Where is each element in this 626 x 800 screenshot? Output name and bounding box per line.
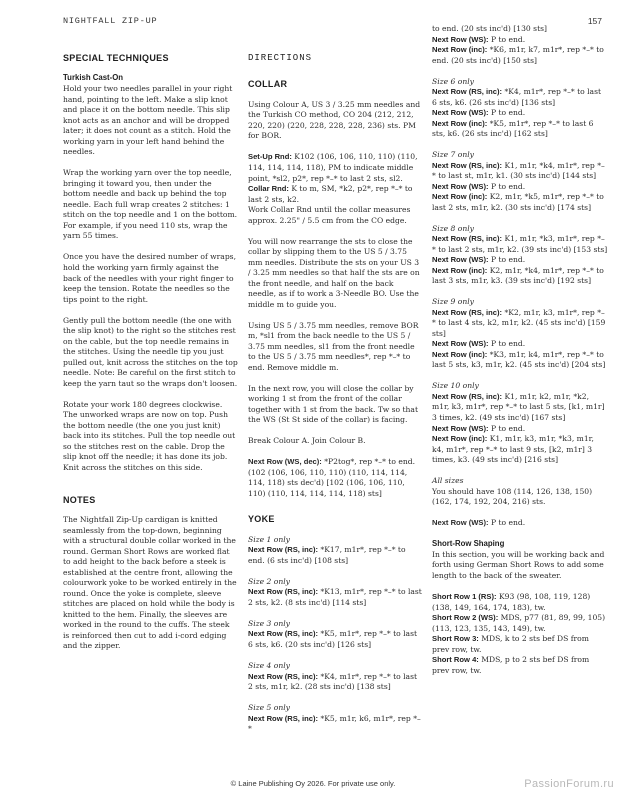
instruction-text: MDS, p to 2 sts bef DS from prev row, tw. — [432, 655, 590, 675]
size-block — [432, 150, 608, 213]
instruction-text: *K3, m1r, k4, m1r*, rep *–* to last 5 sts, k3, m1r, k2. (45 sts inc'd) [204 sts] — [432, 349, 606, 370]
collar-rounds — [248, 152, 422, 226]
running-title: NIGHTFALL ZIP-UP — [63, 16, 158, 26]
paragraph: Gently pull the bottom needle (the one with the slip knot) to the right so the stitches rest on the cable, but the top needle remains in the stitches. Using the needle tip you just pulled out, knit across the stitches on the top needle. Note: Be careful on the first stitch to keep the yarn taut so the wraps don't loosen. — [63, 315, 238, 388]
instruction-text: P to end. — [488, 255, 526, 265]
instruction-text: K102 (106, 106, 110, 110) (110, 114, 114, 114, 118), PM to indicate middle point, *sl2, p2*, rep *–* to last 2 sts, sl2. — [248, 152, 418, 183]
yoke-heading: YOKE — [248, 514, 275, 525]
instruction-label: Next Row (WS): — [432, 423, 489, 433]
size-label: Size 9 only — [432, 297, 474, 307]
instruction-label: Next Row (RS, inc): — [248, 671, 319, 681]
size-block — [432, 24, 608, 66]
watermark: PassionForum.ru — [524, 778, 614, 790]
instruction-text: K2, m1r, *k5, m1r*, rep *–* to last 2 sts, m1r, k2. (30 sts inc'd) [174 sts] — [432, 192, 604, 212]
size-label: All sizes — [432, 476, 464, 486]
size-block — [248, 619, 422, 651]
short-row-shaping-heading: Short-Row Shaping — [432, 539, 505, 549]
instruction-label: Next Row (WS): — [432, 108, 489, 118]
size-label: Size 6 only — [432, 76, 474, 86]
size-block — [432, 224, 608, 287]
instruction-text: K1, m1r, k2, m1r, *k2, m1r, k3, m1r*, rep *–* to last 5 sts, [k1, m1r] 3 times, k2. (49 sts inc'd) [167 sts] — [432, 391, 605, 422]
instruction-label: Next Row (RS, inc): — [432, 160, 503, 170]
instruction-label: Next Row (RS, inc): — [432, 234, 503, 244]
instruction-text: P to end. — [488, 108, 526, 118]
instruction-text: *K6, m1r, k7, m1r*, rep *–* to end. (20 sts inc'd) [150 sts] — [432, 45, 604, 65]
column-directions — [248, 52, 422, 745]
instruction-label: Short Row 1 (RS): — [432, 591, 497, 601]
ws-dec-row — [248, 457, 422, 499]
instruction-label: Next Row (inc): — [432, 434, 488, 444]
instruction-label: Next Row (inc): — [432, 265, 488, 275]
instruction-label: Next Row (WS): — [432, 181, 489, 191]
paragraph: In the next row, you will close the collar by working 1 st from the front of the collar together with 1 st from the back. Tw so that the WS (St St side of the collar) is facing. — [248, 383, 419, 425]
instruction-text: *K4, m1r*, rep *–* to last 6 sts, k6. (26 sts inc'd) [136 sts] — [432, 87, 602, 107]
size-block — [432, 476, 608, 508]
size-label: Size 1 only — [248, 534, 290, 544]
size-block — [248, 703, 422, 735]
instruction-text: P to end. — [488, 34, 526, 44]
paragraph: Wrap the working yarn over the top needle, bringing it toward you, then under the bottom needle and back up behind the top needle. Each full wrap creates 2 stitches: 1 stitch on the top needle and 1 on the bottom. For example, if you need 110 sts, wrap the yarn 55 times. — [63, 168, 238, 241]
instruction-text: *K5, m1r, k6, m1r*, rep *–* — [248, 713, 421, 734]
instruction-text: K93 (98, 108, 119, 128) (138, 149, 164, 174, 183), tw. — [432, 591, 591, 612]
paragraph: Break Colour A. Join Colour B. — [248, 436, 366, 446]
instruction-text: P to end. — [488, 339, 526, 349]
instruction-text: *K2, m1r, k3, m1r*, rep *–* to last 4 sts, k2, m1r, k2. (45 sts inc'd) [159 sts] — [432, 307, 606, 338]
paragraph: You will now rearrange the sts to close the collar by slipping them to the US 5 / 3.75 mm needles. Distribute the sts on your US 3 / 3.25 mm needles so that half the sts are on the front needle, and half on the back needle, as if to work a 3-Needle BO. Use the middle m to guide you. — [248, 236, 420, 309]
instruction-text: MDS, k to 2 sts bef DS from prev row, tw. — [432, 634, 589, 654]
paragraph: In this section, you will be working back and forth using German Short Rows to add some length to the back of the sweater. — [432, 549, 605, 580]
page-number: 157 — [587, 16, 602, 26]
instruction-label: Short Row 2 (WS): — [432, 613, 499, 623]
instruction-label: Next Row (RS, inc): — [432, 307, 503, 317]
size-label: Size 2 only — [248, 576, 290, 586]
size-label: Size 10 only — [432, 381, 479, 391]
instruction-text: to end. (20 sts inc'd) [130 sts] — [432, 24, 547, 33]
instruction-label: Next Row (inc): — [432, 118, 488, 128]
paragraph: Using Colour A, US 3 / 3.25 mm needles and the Turkish CO method, CO 204 (212, 212, 220, 220) (220, 228, 228, 228, 236) sts. PM for BOR. — [248, 99, 421, 141]
size-label: Size 3 only — [248, 618, 290, 628]
size-block — [432, 77, 608, 140]
instruction-text: *K17, m1r*, rep *–* to end. (6 sts inc'd) [108 sts] — [248, 545, 406, 565]
notes-heading: NOTES — [63, 494, 96, 505]
column-yoke-continued — [432, 24, 608, 687]
instruction-text: P to end. — [488, 423, 526, 433]
instruction-text: *K13, m1r*, rep *–* to last 2 sts, k2. (8 sts inc'd) [114 sts] — [248, 587, 422, 607]
instruction-label: Next Row (WS, dec): — [248, 457, 322, 467]
size-block — [432, 297, 608, 371]
instruction-text: You should have 108 (114, 126, 138, 150) (162, 174, 192, 204, 216) sts. — [432, 486, 593, 507]
instruction-label: Collar Rnd: — [248, 184, 289, 194]
instruction-label: Next Row (WS): — [432, 34, 489, 44]
instruction-text: *K5, m1r*, rep *–* to last 6 sts, k6. (20 sts inc'd) [126 sts] — [248, 629, 418, 649]
column-special-techniques — [63, 52, 238, 662]
size-label: Size 5 only — [248, 703, 290, 713]
instruction-label: Next Row (inc): — [432, 45, 488, 55]
size-block — [432, 381, 608, 465]
paragraph: Rotate your work 180 degrees clockwise. The unworked wraps are now on top. Push the bottom needle (the one you just knit) back into its stitches. Pull the top needle out so the stitches rest on the cable. Drop the slip knot off the needle; it has done its job. Knit across the stitches on this side. — [63, 399, 236, 472]
instruction-label: Next Row (WS): — [432, 518, 489, 528]
paragraph: Hold your two needles parallel in your right hand, pointing to the left. Make a slip knot and place it on the bottom needle. This slip knot acts as an anchor and will be dropped later; it does not count as a stitch. Hold the working yarn in your left hand behind the needles. — [63, 84, 233, 157]
instruction-label: Next Row (inc): — [432, 349, 488, 359]
instruction-text: P to end. — [488, 518, 526, 528]
instruction-text: P to end. — [488, 181, 526, 191]
size-label: Size 4 only — [248, 661, 290, 670]
instruction-text: K1, m1r, *k4, m1r*, rep *–* to last st, m1r, k1. (30 sts inc'd) [144 sts] — [432, 160, 605, 181]
size-block — [248, 577, 422, 609]
size-label: Size 8 only — [432, 223, 474, 233]
ws-row — [432, 518, 608, 529]
instruction-text: K1, m1r, k3, m1r, *k3, m1r, k4, m1r*, rep *–* to last 9 sts, [k2, m1r] 3 times, k3. (49 sts inc'd) [216 sts] — [432, 434, 594, 465]
instruction-text: K1, m1r, *k3, m1r*, rep *–* to last 2 sts, m1r, k2. (39 sts inc'd) [153 sts] — [432, 234, 608, 254]
instruction-label: Next Row (RS, inc): — [248, 587, 319, 597]
instruction-text: K2, m1r, *k4, m1r*, rep *–* to last 3 sts, m1r, k3. (39 sts inc'd) [192 sts] — [432, 265, 604, 286]
paragraph: Using US 5 / 3.75 mm needles, remove BOR m, *sl1 from the back needle to the US 5 / 3.75 mm needles, sl1 from the front needle to the US 5 / 3.75 mm needles*, rep *–* to end. Remove middle m. — [248, 320, 419, 372]
turkish-cast-on-heading: Turkish Cast-On — [63, 73, 124, 83]
notes-paragraph: The Nightfall Zip-Up cardigan is knitted seamlessly from the top-down, beginning with a structural double collar worked in the round. German Short Rows are worked flat to add height to the back before a steek is established at the centre front, allowing the colourwork yoke to be worked entirely in the round. Once the yoke is complete, sleeve stitches are placed on hold while the body is knitted to the hem. Finally, the sleeves are worked in the round to the cuffs. The steek is reinforced then cut to add i-cord edging and the zipper. — [63, 515, 237, 651]
copyright-footer: © Laine Publishing Oy 2026. For private use only. — [230, 779, 396, 788]
size-block — [248, 661, 422, 693]
directions-heading: DIRECTIONS — [248, 53, 313, 63]
instruction-label: Set-Up Rnd: — [248, 152, 292, 162]
instruction-label: Next Row (inc): — [432, 192, 488, 202]
size-label: Size 7 only — [432, 150, 474, 160]
short-rows — [432, 592, 608, 676]
instruction-label: Next Row (RS, inc): — [432, 87, 503, 97]
instruction-text: *K5, m1r*, rep *–* to last 6 sts, k6. (26 sts inc'd) [162 sts] — [432, 118, 594, 139]
instruction-label: Next Row (WS): — [432, 339, 489, 349]
instruction-text: Work Collar Rnd until the collar measures approx. 2.25" / 5.5 cm from the CO edge. — [248, 205, 411, 225]
instruction-text: *K4, m1r*, rep *–* to last 2 sts, m1r, k2. (28 sts inc'd) [138 sts] — [248, 671, 418, 692]
instruction-label: Next Row (WS): — [432, 255, 489, 265]
collar-heading: COLLAR — [248, 79, 288, 90]
instruction-text: K to m, SM, *k2, p2*, rep *–* to last 2 sts, k2. — [248, 184, 413, 204]
instruction-text: MDS, p77 (81, 89, 99, 105) (113, 123, 135, 143, 149), tw. — [432, 613, 606, 633]
instruction-label: Next Row (RS, inc): — [248, 545, 319, 555]
instruction-label: Next Row (RS, inc): — [248, 713, 319, 723]
instruction-label: Short Row 3: — [432, 634, 479, 644]
instruction-label: Next Row (RS, inc): — [248, 629, 319, 639]
size-block — [248, 535, 422, 567]
special-techniques-heading: SPECIAL TECHNIQUES — [63, 53, 169, 63]
paragraph: Once you have the desired number of wraps, hold the working yarn firmly against the back of the needles with your right finger to keep the tension. Rotate the needles so the tips point to the right. — [63, 252, 236, 304]
instruction-text: *P2tog*, rep *–* to end. (102 (106, 106, 110, 110) (110, 114, 114, 114, 118) sts dec'd) [102 (106, 106, 110, 110) (110, 114, 114, 114, 118) sts] — [248, 457, 416, 498]
instruction-label: Next Row (RS, inc): — [432, 391, 503, 401]
instruction-label: Short Row 4: — [432, 655, 479, 665]
